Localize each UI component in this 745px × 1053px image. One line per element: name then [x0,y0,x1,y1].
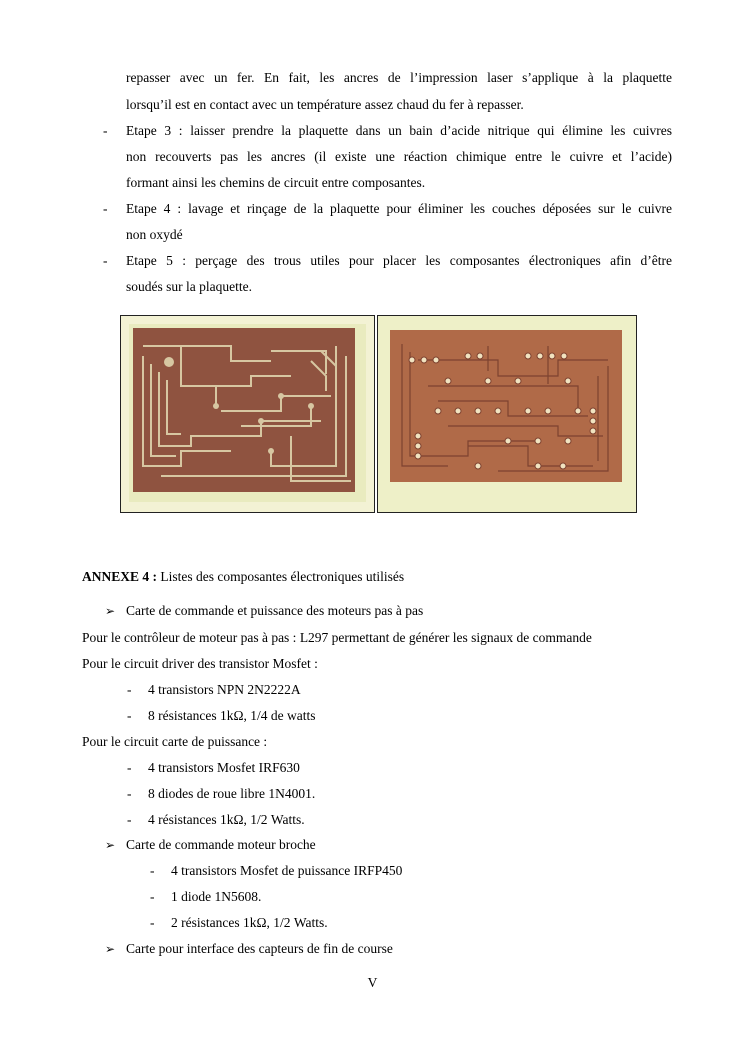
annex-label: ANNEXE 4 : [82,569,158,584]
bullet-dash: - [150,915,155,930]
list-item: 8 diodes de roue libre 1N4001. [148,786,316,801]
list-item: 2 résistances 1kΩ, 1/2 Watts. [171,915,328,930]
list-item: 1 diode 1N5608. [171,889,262,904]
section-heading: Carte de commande et puissance des moteurs pas à pas [126,603,424,618]
bullet-dash: - [127,760,132,775]
bullet-dash: - [103,201,108,216]
bullet-dash: - [127,708,132,723]
bullet-dash: - [150,889,155,904]
bullet-dash: - [127,812,132,827]
list-item: 4 résistances 1kΩ, 1/2 Watts. [148,812,305,827]
bullet-dash: - [127,682,132,697]
pcb-photo-after-etching [377,315,637,513]
paragraph-line: Pour le circuit driver des transistor Mosfet : [82,656,318,671]
paragraph-line: repasser avec un fer. En fait, les ancres de l’impression laser s’applique à la plaquette [126,70,672,85]
step-3-line: formant ainsi les chemins de circuit entre composantes. [126,175,426,190]
bullet-dash: - [103,123,108,138]
list-item: 4 transistors Mosfet de puissance IRFP450 [171,863,403,878]
annex-heading [82,569,404,585]
arrow-bullet-icon: ➢ [105,604,116,618]
list-item: 4 transistors NPN 2N2222A [148,682,301,697]
list-item: 8 résistances 1kΩ, 1/4 de watts [148,708,316,723]
arrow-bullet-icon: ➢ [105,942,116,956]
step-4-line: Etape 4 : lavage et rinçage de la plaquette pour éliminer les couches déposées sur le cuivre [126,201,672,216]
bullet-dash: - [127,786,132,801]
paragraph-line: Pour le contrôleur de moteur pas à pas : L297 permettant de générer les signaux de commande [82,630,592,645]
section-heading: Carte de commande moteur broche [126,837,316,852]
step-3-line: non recouverts pas les ancres (il existe une réaction chimique entre le cuivre et l’acide) [126,149,672,164]
step-5-line: soudés sur la plaquette. [126,279,252,294]
bullet-dash: - [103,253,108,268]
pcb-image [121,316,374,512]
paragraph-line: Pour le circuit carte de puissance : [82,734,268,749]
page-number: V [367,975,378,990]
step-3-line: Etape 3 : laisser prendre la plaquette dans un bain d’acide nitrique qui élimine les cuivres [126,123,672,138]
annex-title: Listes des composantes électroniques utilisés [157,569,405,584]
step-4-line: non oxydé [126,227,183,242]
bullet-dash: - [150,863,155,878]
list-item: 4 transistors Mosfet IRF630 [148,760,300,775]
paragraph-line: lorsqu’il est en contact avec un température assez chaud du fer à repasser. [126,97,524,112]
arrow-bullet-icon: ➢ [105,838,116,852]
section-heading: Carte pour interface des capteurs de fin de course [126,941,393,956]
pcb-image [378,316,636,512]
pcb-photo-before-etching [120,315,375,513]
step-5-line: Etape 5 : perçage des trous utiles pour placer les composantes électroniques afin d’être [126,253,672,268]
